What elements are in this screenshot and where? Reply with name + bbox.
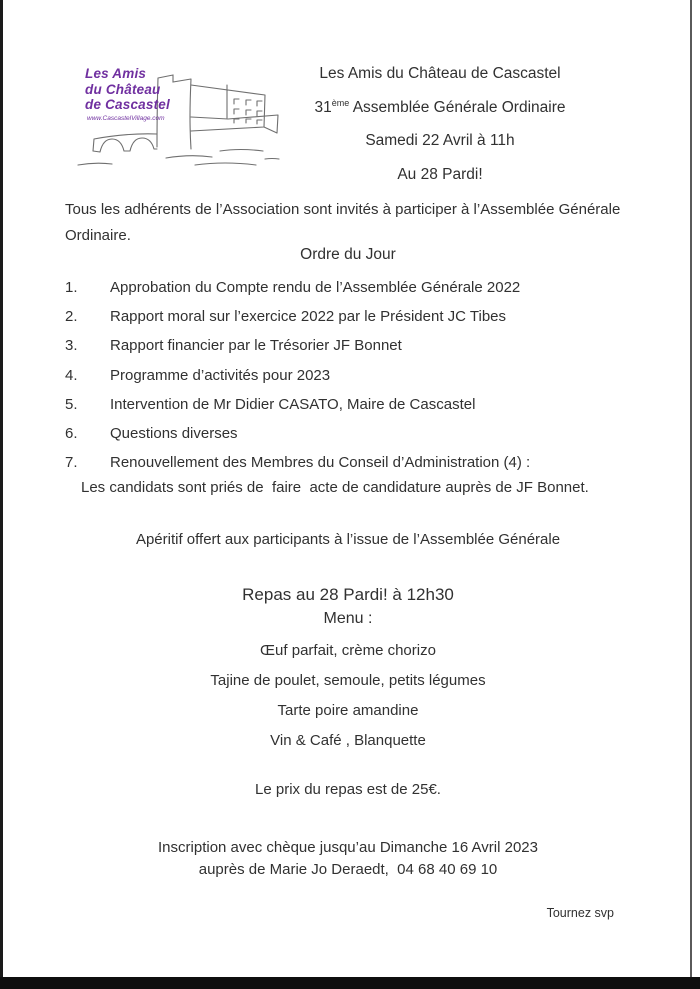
agenda-item-1	[65, 273, 665, 302]
assembly-number: 31	[314, 98, 332, 116]
agenda-item-text: Intervention de Mr Didier CASATO, Maire de Cascastel	[110, 395, 476, 413]
association-name: Les Amis du Château de Cascastel	[319, 65, 561, 82]
page-right-border	[690, 0, 692, 977]
menu-course-1: Œuf parfait, crème chorizo	[260, 642, 436, 659]
meal-price: Le prix du repas est de 25€.	[255, 781, 441, 798]
agenda-item-4	[65, 361, 665, 390]
agenda-item-number: 3.	[65, 337, 78, 355]
agenda-item-text: Programme d’activités pour 2023	[110, 366, 331, 384]
agenda-heading: Ordre du Jour	[300, 246, 396, 263]
logo-website-url: www.CascastelVillage.com	[87, 115, 165, 122]
agenda-item-text: Questions diverses	[110, 425, 238, 443]
agenda-item-3	[65, 331, 665, 360]
menu-courses	[0, 636, 696, 756]
menu-course-3: Tarte poire amandine	[277, 702, 419, 719]
agenda-list	[65, 273, 665, 498]
agenda-item-7-note: Les candidats sont priés de faire acte de candidature auprès de JF Bonnet.	[81, 479, 589, 497]
registration-info	[0, 837, 696, 881]
agenda-item-number: 2.	[65, 308, 78, 326]
agenda-item-text: Approbation du Compte rendu de l’Assemblée Générale 2022	[110, 279, 521, 296]
page-bottom-border	[0, 977, 700, 989]
agenda-item-text: Rapport moral sur l’exercice 2022 par le Président JC Tibes	[110, 308, 507, 326]
registration-line-2: auprès de Marie Jo Deraedt, 04 68 40 69 10	[198, 861, 498, 878]
assembly-ordinal-suffix: ème	[331, 97, 350, 108]
logo-line3: de Cascastel	[85, 97, 170, 112]
meal-title: Repas au 28 Pardi! à 12h30	[242, 585, 454, 604]
agenda-item-number: 4.	[65, 366, 78, 384]
menu-course-4: Vin & Café , Blanquette	[270, 732, 426, 749]
menu-course-2: Tajine de poulet, semoule, petits légumes	[210, 672, 486, 689]
header-title-block	[280, 57, 600, 191]
assembly-title-rest: Assemblée Générale Ordinaire	[349, 98, 566, 116]
agenda-item-text: Renouvellement des Membres du Conseil d’Administration (4) :	[110, 454, 531, 472]
agenda-item-7	[65, 448, 665, 477]
registration-line-1: Inscription avec chèque jusqu’au Dimanche 16 Avril 2023	[158, 839, 538, 856]
agenda-item-5	[65, 390, 665, 419]
menu-label: Menu :	[323, 610, 373, 627]
agenda-item-number: 1.	[65, 279, 78, 296]
logo-line2: du Château	[85, 81, 161, 97]
aperitif-note: Apéritif offert aux participants à l’issue de l’Assemblée Générale	[135, 531, 561, 548]
event-date: Samedi 22 Avril à 11h	[365, 132, 515, 149]
agenda-item-text: Rapport financier par le Trésorier JF Bonnet	[110, 337, 402, 355]
agenda-item-number: 6.	[65, 425, 78, 443]
intro-paragraph: Tous les adhérents de l’Association sont invités à participer à l’Assemblée Générale Ordinaire.	[65, 201, 621, 244]
agenda-item-number: 7.	[65, 454, 78, 472]
assembly-title	[280, 91, 600, 125]
agenda-item-2	[65, 302, 665, 331]
agenda-item-number: 5.	[65, 395, 78, 413]
logo-text	[85, 66, 170, 113]
turn-page-note: Tournez svp	[546, 906, 614, 920]
agenda-item-6	[65, 419, 665, 448]
event-location: Au 28 Pardi!	[397, 165, 483, 183]
logo-line1: Les Amis	[85, 66, 147, 81]
association-logo	[60, 55, 282, 175]
